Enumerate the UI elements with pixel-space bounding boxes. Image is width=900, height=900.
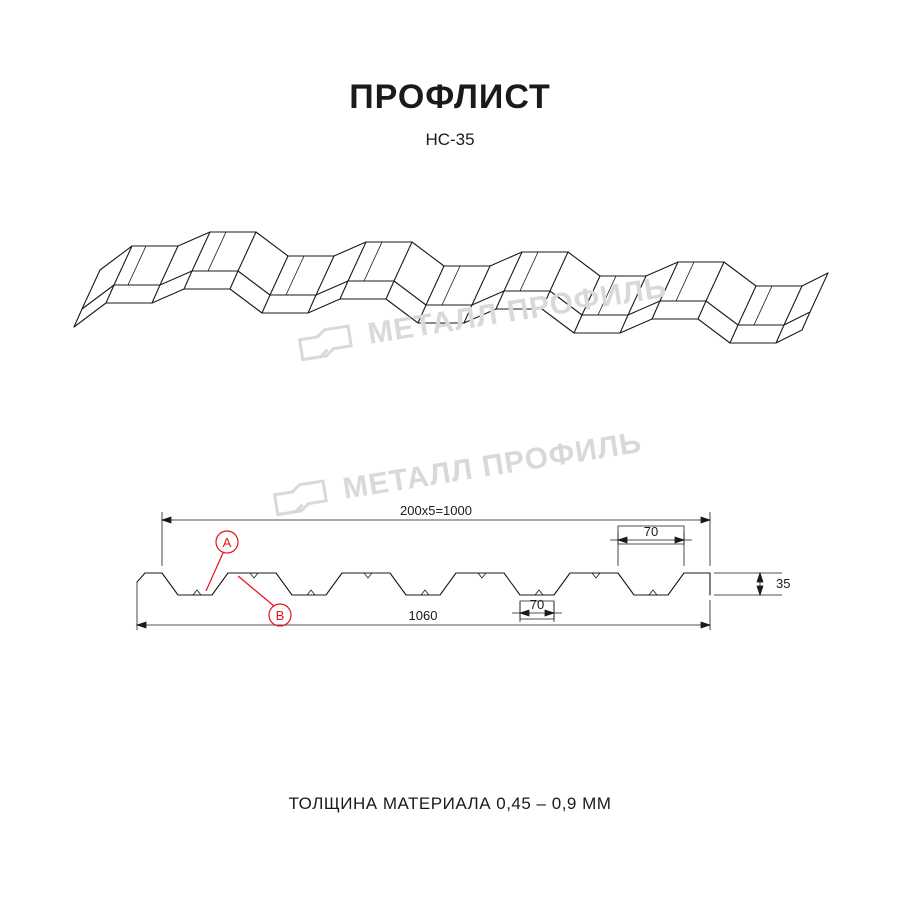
watermark-lower-text: МЕТАЛЛ ПРОФИЛЬ — [340, 425, 645, 506]
page-title: ПРОФЛИСТ — [349, 78, 551, 116]
isometric-view — [60, 215, 850, 415]
dimension-top-flange-label: 70 — [643, 524, 659, 539]
dimension-height — [757, 573, 763, 595]
watermark-upper-text: МЕТАЛЛ ПРОФИЛЬ — [365, 270, 670, 351]
dimension-pitch-label: 200х5=1000 — [400, 503, 472, 518]
callout-a-label: A — [222, 535, 232, 550]
dimension-overall-label: 1060 — [408, 608, 438, 623]
section-view — [110, 470, 830, 670]
thickness-note: ТОЛЩИНА МАТЕРИАЛА 0,45 – 0,9 ММ — [288, 794, 612, 813]
product-model: НС-35 — [425, 130, 475, 149]
callout-b-label: B — [275, 608, 285, 623]
dimension-bottom-flange-label: 70 — [529, 597, 545, 612]
dimension-height-label: 35 — [776, 576, 791, 591]
